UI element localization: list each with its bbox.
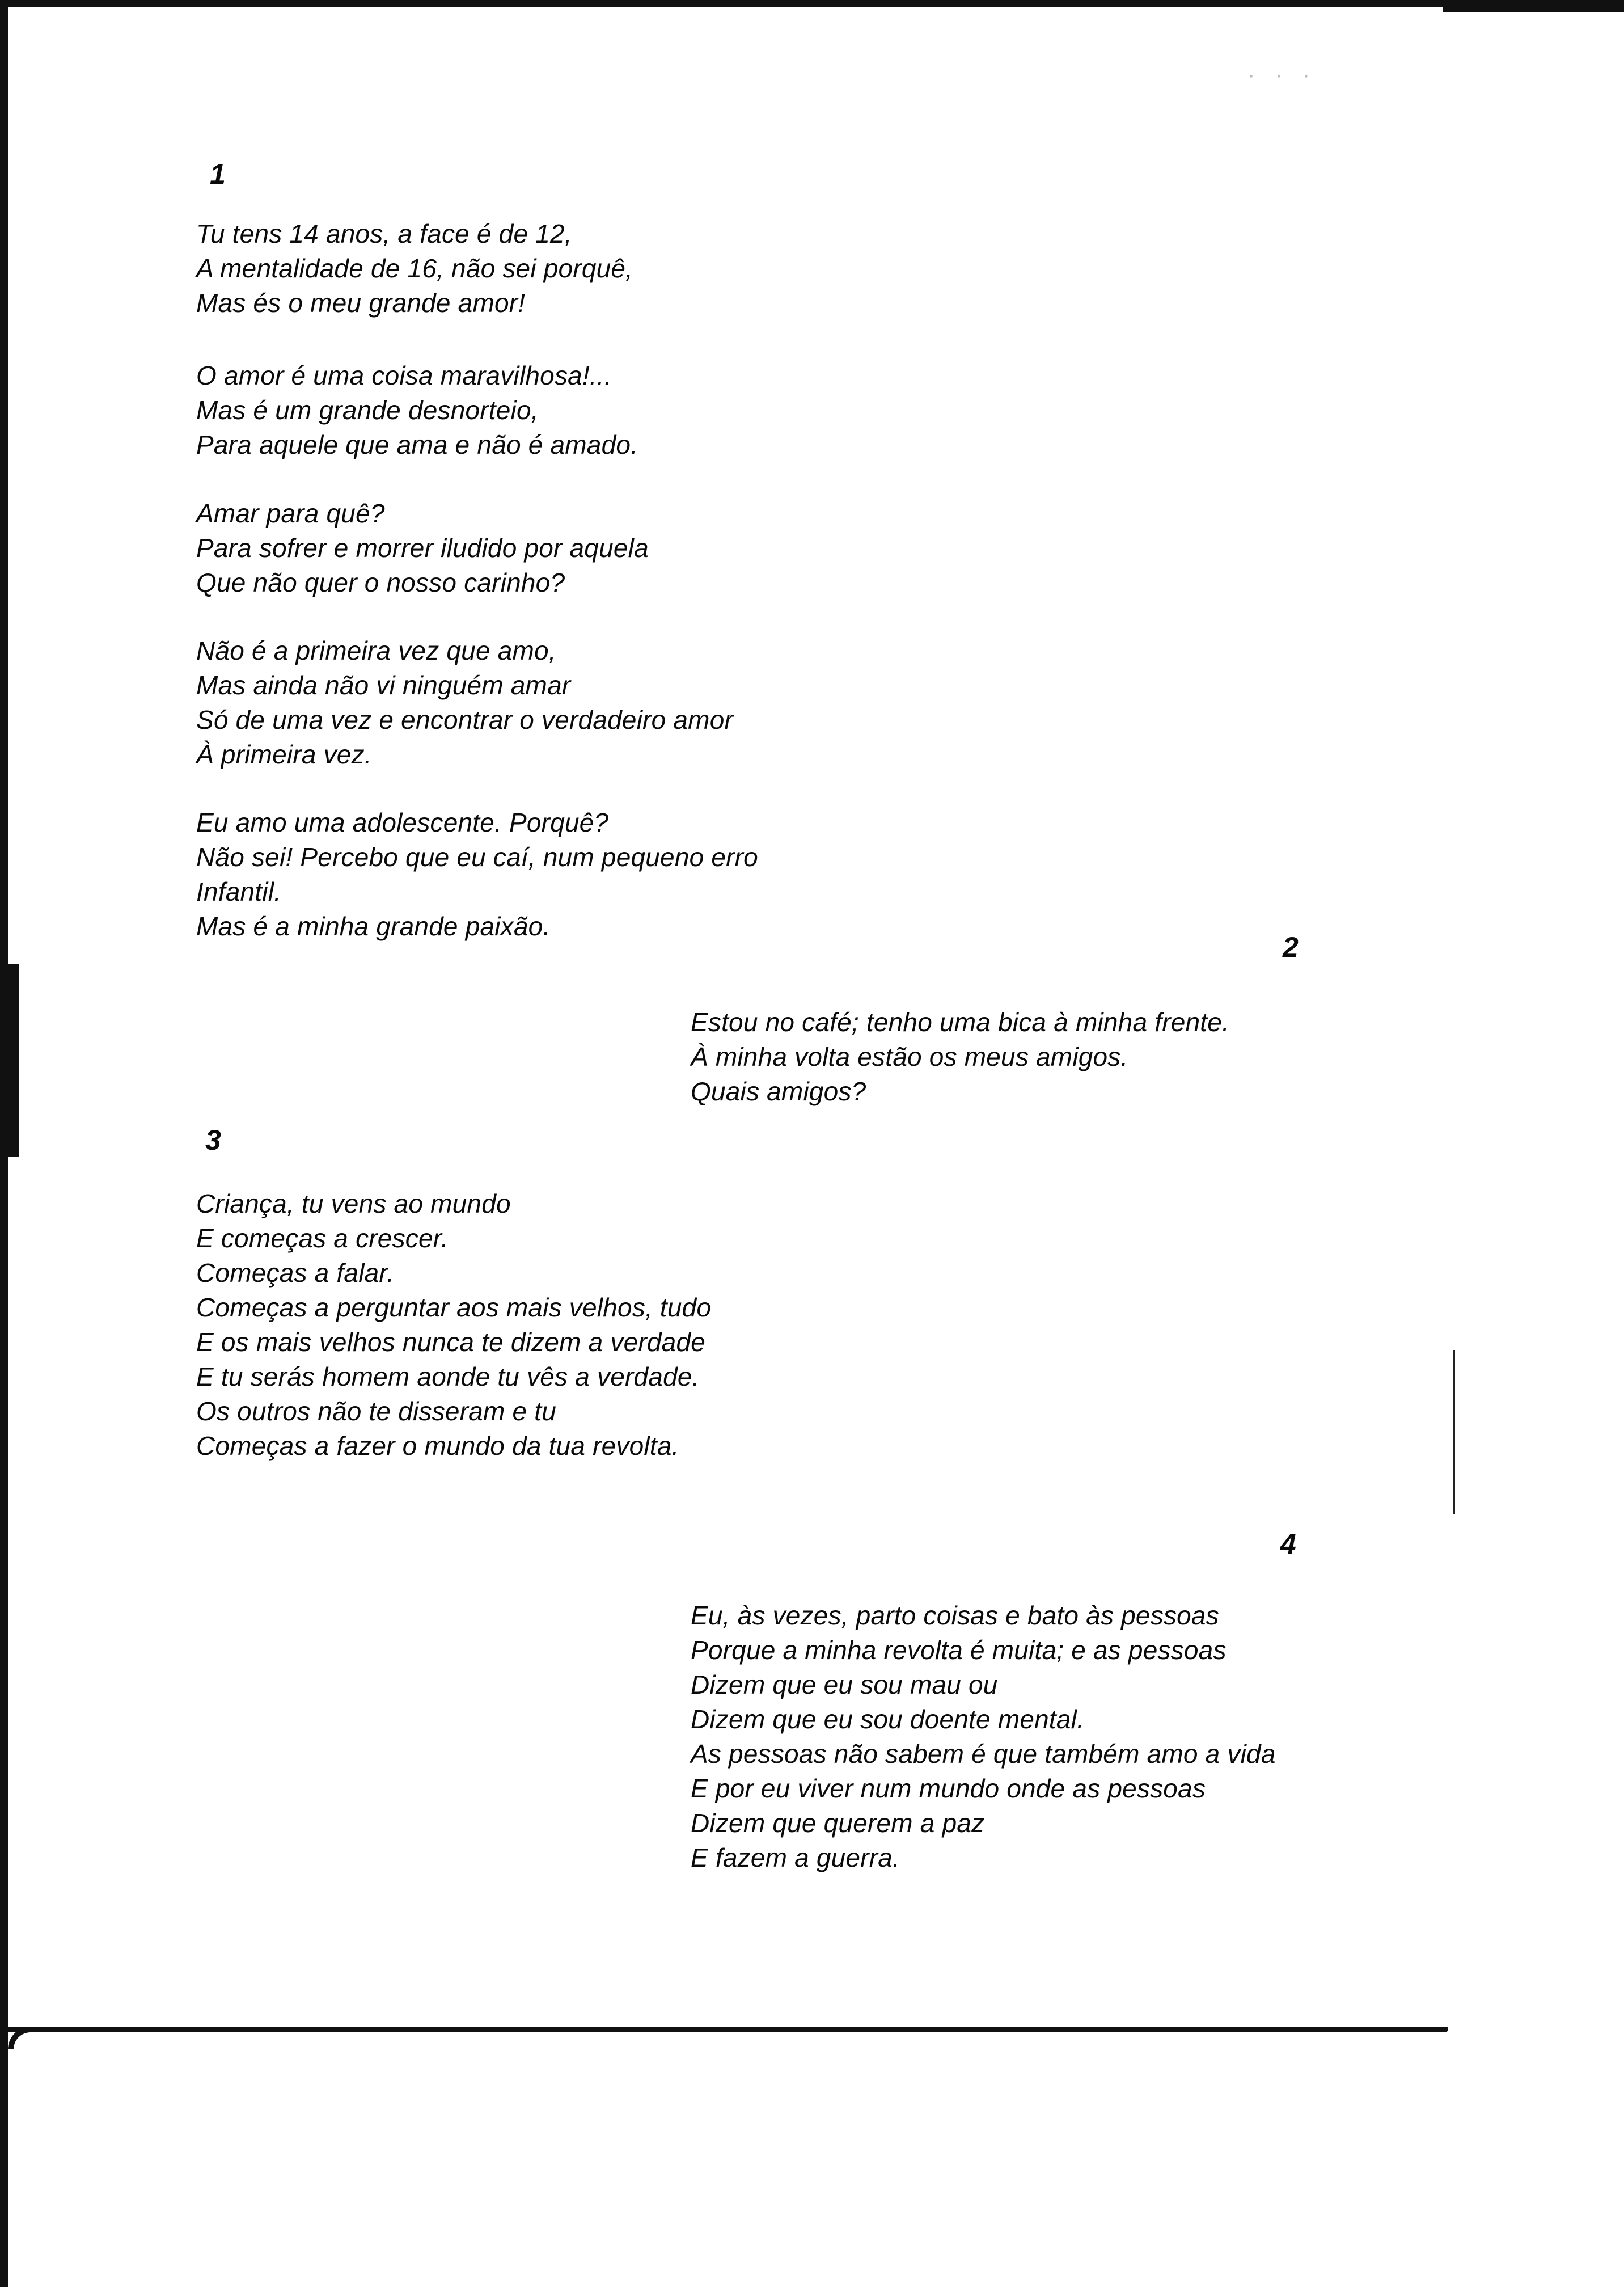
poem-number: 2	[1283, 931, 1299, 963]
verse-line: Infantil.	[196, 877, 282, 906]
verse-line: Mas é um grande desnorteio,	[196, 395, 539, 425]
verse-line: Tu tens 14 anos, a face é de 12,	[196, 219, 572, 248]
verse-line: Quais amigos?	[691, 1077, 866, 1106]
poem-number: 1	[210, 158, 226, 190]
stanza	[196, 496, 649, 600]
verse-line: Os outros não te disseram e tu	[196, 1396, 556, 1426]
stanza	[691, 1598, 1276, 1875]
verse-line: Começas a fazer o mundo da tua revolta.	[196, 1431, 679, 1461]
scan-border-left-thick	[0, 964, 19, 1157]
verse-line: Eu, às vezes, parto coisas e bato às pessoas	[691, 1601, 1219, 1630]
scan-right-edge-mark	[1453, 1350, 1455, 1514]
stanza	[196, 358, 638, 462]
verse-line: Mas ainda não vi ninguém amar	[196, 670, 571, 700]
verse-line: E começas a crescer.	[196, 1223, 449, 1253]
scan-border-top	[0, 0, 1624, 7]
poem-number: 3	[205, 1124, 221, 1156]
verse-line: Mas é a minha grande paixão.	[196, 912, 551, 941]
verse-line: Para aquele que ama e não é amado.	[196, 430, 638, 459]
verse-line: E fazem a guerra.	[691, 1843, 900, 1872]
verse-line: Eu amo uma adolescente. Porquê?	[196, 808, 609, 837]
verse-line: Começas a perguntar aos mais velhos, tudo	[196, 1293, 712, 1322]
verse-line: Amar para quê?	[196, 499, 385, 528]
verse-line: O amor é uma coisa maravilhosa!...	[196, 361, 612, 390]
verse-line: Dizem que eu sou doente mental.	[691, 1704, 1085, 1734]
verse-line: E os mais velhos nunca te dizem a verdade	[196, 1327, 706, 1357]
verse-line: Criança, tu vens ao mundo	[196, 1189, 511, 1218]
verse-line: Porque a minha revolta é muita; e as pessoas	[691, 1635, 1227, 1665]
verse-line: E tu serás homem aonde tu vês a verdade.	[196, 1362, 700, 1391]
verse-line: Estou no café; tenho uma bica à minha frente.	[691, 1007, 1230, 1037]
scan-smudge: · · ·	[1247, 62, 1317, 87]
verse-line: À minha volta estão os meus amigos.	[691, 1042, 1128, 1071]
stanza	[691, 1005, 1229, 1109]
scan-bottom-rule	[8, 2027, 1448, 2032]
verse-line: Que não quer o nosso carinho?	[196, 568, 565, 597]
verse-line: E por eu viver num mundo onde as pessoas	[691, 1774, 1206, 1803]
stanza	[196, 217, 633, 320]
verse-line: À primeira vez.	[196, 740, 372, 769]
verse-line: Mas és o meu grande amor!	[196, 288, 526, 318]
poem-number: 4	[1280, 1528, 1296, 1560]
verse-line: Dizem que eu sou mau ou	[691, 1670, 998, 1699]
verse-line: Não sei! Percebo que eu caí, num pequeno erro	[196, 842, 758, 872]
verse-line: Para sofrer e morrer iludido por aquela	[196, 533, 649, 563]
verse-line: Não é a primeira vez que amo,	[196, 636, 556, 665]
verse-line: As pessoas não sabem é que também amo a vida	[691, 1739, 1276, 1769]
scan-border-top-thick	[1443, 5, 1624, 12]
verse-line: Só de uma vez e encontrar o verdadeiro amor	[196, 705, 733, 735]
stanza	[196, 634, 733, 772]
stanza	[196, 805, 758, 944]
stanza	[196, 1187, 711, 1463]
verse-line: Começas a falar.	[196, 1258, 395, 1288]
verse-line: Dizem que querem a paz	[691, 1808, 985, 1838]
verse-line: A mentalidade de 16, não sei porquê,	[196, 254, 633, 283]
